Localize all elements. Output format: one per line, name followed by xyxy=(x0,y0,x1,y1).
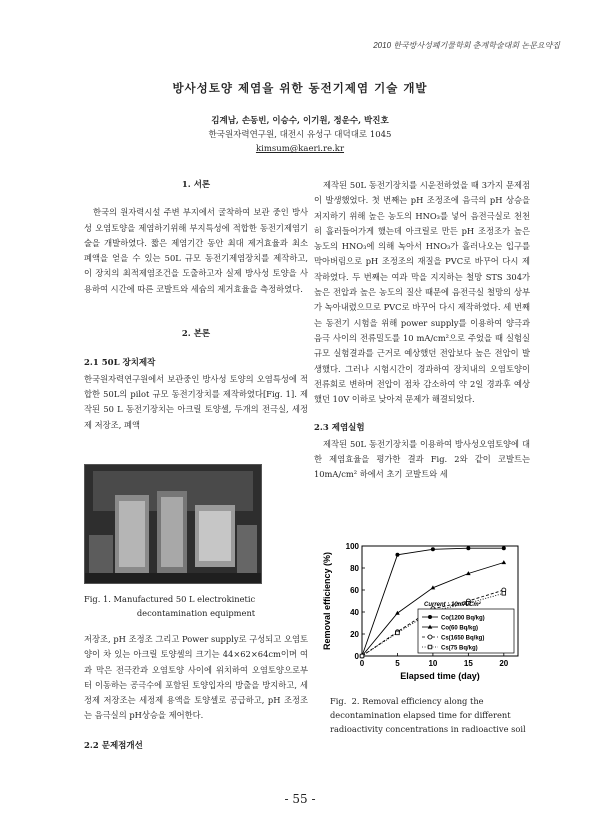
affiliation: 한국원자력연구원, 대전시 유성구 대덕대로 1045 xyxy=(208,130,392,140)
fig2-caption-text xyxy=(330,696,526,734)
data-point xyxy=(396,631,400,635)
running-head: 2010 한국방사성폐기물학회 춘계학술대회 논문요약집 xyxy=(373,41,560,50)
x-axis-label: Elapsed time (day) xyxy=(400,671,480,681)
author-block xyxy=(0,114,600,156)
intro-paragraph: 한국의 원자력시설 주변 부지에서 굴착하여 보관 중인 방사성 오염토양을 제염하기위해 부지특성에 적합한 동전기제염기술을 개발하였다. 짧은 제염기간 동안 최대 제거효율과 최소 폐액을 얻을 수 있는 50L 규모 동전기제염장치를 제작하고, 이 장치의 최적제염조건을 도출하고자 실제 방사성 토양을 사용하여 시간에 따른 코발트와 세슘의 제거효율을 측정하였다. xyxy=(84,207,308,294)
fig2-removal-efficiency-chart xyxy=(318,538,530,692)
left-column-bottom xyxy=(84,632,308,754)
fig1-equipment-photo xyxy=(84,464,262,584)
author-list: 김계남, 손동빈, 이승수, 이기원, 정운수, 박진호 xyxy=(211,116,389,126)
y-tick-label: 0 xyxy=(354,652,359,661)
page-number: - 55 - xyxy=(284,792,316,806)
y-tick-label: 100 xyxy=(345,542,359,551)
data-point xyxy=(428,635,432,639)
data-point xyxy=(502,592,506,596)
left-column-top xyxy=(84,178,308,433)
legend-entry: Co(1200 Bq/kg) xyxy=(441,615,485,622)
x-tick-label: 0 xyxy=(359,659,365,668)
right-column xyxy=(314,178,530,483)
fig1-caption xyxy=(84,592,308,620)
section-body-title: 2. 본론 xyxy=(181,329,211,340)
data-point xyxy=(466,546,470,550)
paper-title: 방사성토양 제염을 위한 동전기제염 기술 개발 xyxy=(172,81,428,95)
fig2-caption-label: Fig. xyxy=(330,696,347,706)
data-point xyxy=(428,615,432,619)
x-tick-label: 10 xyxy=(428,659,438,668)
x-tick-label: 15 xyxy=(463,659,473,668)
data-point xyxy=(428,645,432,649)
author-email[interactable]: kimsum@kaeri.re.kr xyxy=(255,144,345,154)
y-tick-label: 20 xyxy=(350,630,359,639)
subsection-2-2-title: 2.2 문제점개선 xyxy=(84,740,143,751)
subsection-2-3-title: 2.3 제염실험 xyxy=(314,423,365,434)
data-point xyxy=(395,553,399,557)
fig1-caption-line1: Fig. 1. Manufactured 50 L electrokinetic xyxy=(84,594,256,604)
data-point xyxy=(502,546,506,550)
y-axis-label: Removal efficiency (%) xyxy=(322,551,332,651)
fig2-caption-body: 2. Removal efficiency along the decontamination elapsed time for different radioactivity concentrations in radioactive soil xyxy=(330,696,526,734)
legend-entry: Cs(75 Bq/kg) xyxy=(441,645,478,652)
subsection-2-3-paragraph: 제작된 50L 동전기장치를 이용하여 방사성오염토양에 대한 제염효율을 평가한 결과 Fig. 2와 같이 코발트는 10mA/cm² 하에서 초기 코발트와 세 xyxy=(314,438,530,480)
data-point xyxy=(360,654,364,658)
legend-entry: Co(60 Bq/kg) xyxy=(441,625,479,632)
y-tick-label: 80 xyxy=(350,564,359,573)
legend-entry: Cs(1650 Bq/kg) xyxy=(441,635,485,642)
y-tick-label: 40 xyxy=(350,608,359,617)
data-point xyxy=(431,547,435,551)
data-point xyxy=(395,611,400,615)
x-tick-label: 5 xyxy=(395,659,400,668)
y-tick-label: 60 xyxy=(350,586,359,595)
section-intro-title: 1. 서론 xyxy=(181,180,211,190)
subsection-2-1-title: 2.1 50L 장치제작 xyxy=(84,358,156,369)
fig1-caption-line2: decontamination equipment xyxy=(136,608,256,618)
data-point xyxy=(502,560,507,564)
subsection-2-1-paragraph-2: 저장조, pH 조정조 그리고 Power supply로 구성되고 오염토양이 차 있는 아크릴 토양셀의 크기는 44×62×64cm이며 여과 막은 전극칸과 오염토양 사이에 위치하여 오염토양으로부터 이동하는 공극수에 포함된 토양입자의 방출을 방지하고, 세정제 저장조는 세정제 용액을 토양셀로 공급하고, pH 조정조는 음극실의 pH상승을 제어한다. xyxy=(84,634,308,721)
fig2-caption xyxy=(330,694,530,736)
problems-paragraph: 제작된 50L 동전기장치를 시운전하였을 때 3가지 문제점이 발생했었다. 첫 번째는 pH 조정조에 음극의 pH 상승을 저지하기 위해 높은 농도의 HNO₃를 넣어 음전극실로 천천히 흘러들어가게 했는데 아크릴로 만든 pH 조정조가 높은 농도의 HNO₃에 의해 녹아서 HNO₃가 흘러나오는 입구를 막아버림으로 pH 조정조의 재질을 PVC로 바꾸어 다시 제작하였다. 두 번째는 여과 막을 지지하는 철망 STS 304가 높은 전압과 높은 농도의 질산 때문에 음전극실 철망의 상부가 녹아내렸으므로 PVC로 바꾸어 다시 제작하였다. 세 번째는 동전기 시험을 위해 power supply를 이용하여 양극과 음극 사이의 전류밀도를 10 mA/cm²으로 주었을 때 실험실 규모 실험결과를 근거로 예상했던 전압보다 높은 전압이 발생했다. 그러나 시험시간이 경과하여 장치내의 오염토양이 전류회로 변하며 전압이 점차 감소하여 약 2일 경과후 예상했던 10V 이하로 낮아져 문제가 해결되었다. xyxy=(314,180,530,405)
subsection-2-1-paragraph: 한국원자력연구원에서 보관중인 방사성 토양의 오염특성에 적합한 50L의 pilot 규모 동전기장치를 제작하였다[Fig. 1]. 제작된 50 L 동전기장치는 아크릴 토양셀, 두개의 전극실, 세정제 저장조, 폐액 xyxy=(84,373,308,430)
x-tick-label: 20 xyxy=(499,659,509,668)
legend-title: Current : 10mA/Cm² xyxy=(424,602,481,608)
